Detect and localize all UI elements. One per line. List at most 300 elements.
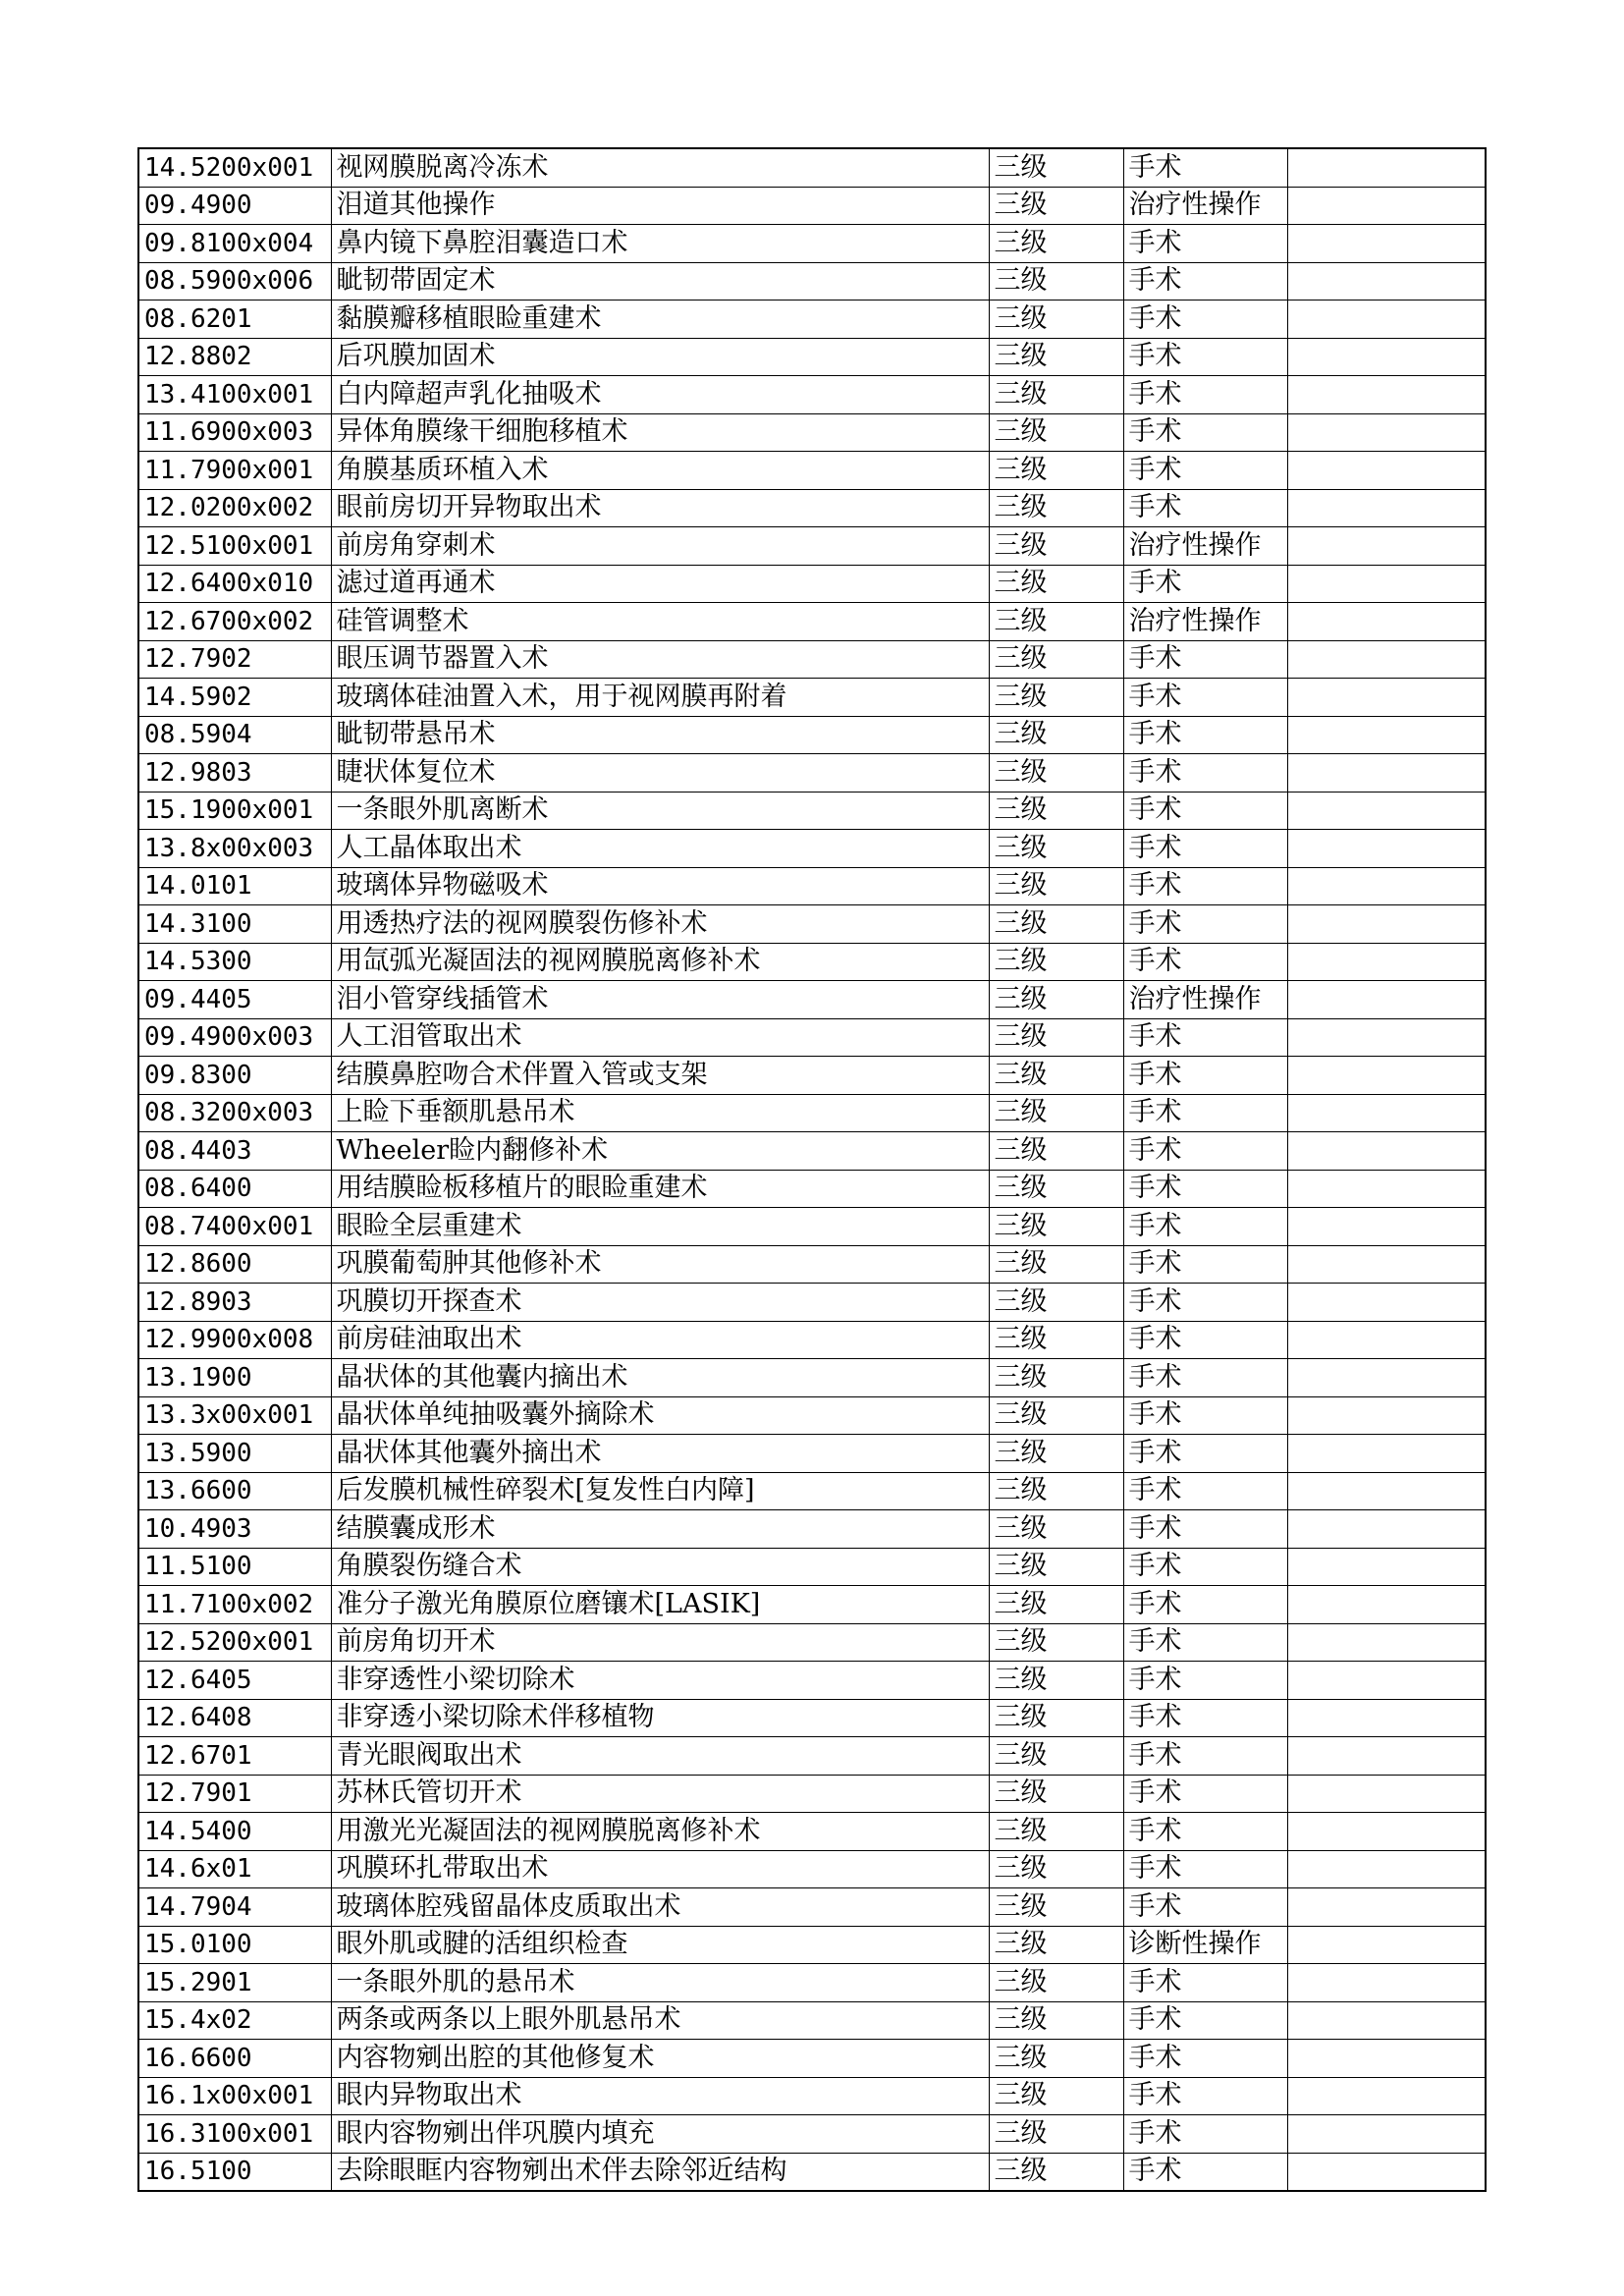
table-row <box>138 716 1486 754</box>
cell-empty <box>1287 1321 1486 1359</box>
cell-level: 三级 <box>989 413 1123 452</box>
cell-level: 三级 <box>989 1699 1123 1737</box>
cell-procedure-name: 白内障超声乳化抽吸术 <box>331 376 989 414</box>
cell-code: 12.8600 <box>138 1245 331 1284</box>
cell-empty <box>1287 1472 1486 1510</box>
cell-code: 12.7902 <box>138 640 331 679</box>
cell-empty <box>1287 148 1486 187</box>
cell-procedure-name: 前房角切开术 <box>331 1623 989 1662</box>
cell-empty <box>1287 867 1486 905</box>
cell-category: 手术 <box>1123 1623 1287 1662</box>
cell-level: 三级 <box>989 1775 1123 1813</box>
table-row <box>138 2040 1486 2078</box>
cell-empty <box>1287 943 1486 981</box>
cell-category: 手术 <box>1123 1245 1287 1284</box>
cell-procedure-name: 结膜囊成形术 <box>331 1510 989 1549</box>
cell-category: 手术 <box>1123 452 1287 490</box>
cell-empty <box>1287 452 1486 490</box>
cell-level: 三级 <box>989 867 1123 905</box>
cell-empty <box>1287 1435 1486 1473</box>
cell-code: 16.3100x001 <box>138 2115 331 2154</box>
cell-empty <box>1287 830 1486 868</box>
cell-code: 13.3x00x001 <box>138 1396 331 1435</box>
cell-empty <box>1287 1926 1486 1964</box>
cell-level: 三级 <box>989 1284 1123 1322</box>
table-row <box>138 1623 1486 1662</box>
cell-code: 14.5300 <box>138 943 331 981</box>
cell-code: 09.4900 <box>138 187 331 225</box>
cell-procedure-name: 玻璃体硅油置入术，用于视网膜再附着 <box>331 679 989 717</box>
cell-code: 08.7400x001 <box>138 1208 331 1246</box>
cell-empty <box>1287 301 1486 339</box>
table-row <box>138 1321 1486 1359</box>
table-row <box>138 148 1486 187</box>
cell-code: 13.1900 <box>138 1359 331 1397</box>
cell-code: 12.6700x002 <box>138 603 331 641</box>
cell-procedure-name: 角膜裂伤缝合术 <box>331 1548 989 1586</box>
cell-category: 手术 <box>1123 338 1287 376</box>
cell-code: 12.5100x001 <box>138 527 331 566</box>
cell-code: 12.6408 <box>138 1699 331 1737</box>
table-row <box>138 1435 1486 1473</box>
table-row <box>138 376 1486 414</box>
cell-empty <box>1287 1662 1486 1700</box>
cell-empty <box>1287 1699 1486 1737</box>
cell-code: 12.8903 <box>138 1284 331 1322</box>
cell-code: 12.6701 <box>138 1737 331 1776</box>
cell-level: 三级 <box>989 1132 1123 1171</box>
cell-category: 手术 <box>1123 1396 1287 1435</box>
cell-procedure-name: 一条眼外肌离断术 <box>331 792 989 830</box>
cell-empty <box>1287 2077 1486 2115</box>
cell-empty <box>1287 187 1486 225</box>
cell-code: 12.0200x002 <box>138 489 331 527</box>
cell-procedure-name: 两条或两条以上眼外肌悬吊术 <box>331 2001 989 2040</box>
cell-empty <box>1287 413 1486 452</box>
cell-category: 手术 <box>1123 640 1287 679</box>
cell-category: 手术 <box>1123 413 1287 452</box>
cell-empty <box>1287 981 1486 1019</box>
cell-level: 三级 <box>989 1926 1123 1964</box>
table-row <box>138 1208 1486 1246</box>
cell-category: 手术 <box>1123 1850 1287 1888</box>
cell-category: 手术 <box>1123 1548 1287 1586</box>
table-row <box>138 2001 1486 2040</box>
cell-category: 手术 <box>1123 1208 1287 1246</box>
cell-procedure-name: 眼内容物剜出伴巩膜内填充 <box>331 2115 989 2154</box>
cell-level: 三级 <box>989 603 1123 641</box>
cell-level: 三级 <box>989 905 1123 944</box>
cell-code: 12.6405 <box>138 1662 331 1700</box>
cell-empty <box>1287 679 1486 717</box>
cell-code: 12.9803 <box>138 754 331 793</box>
cell-procedure-name: 一条眼外肌的悬吊术 <box>331 1964 989 2002</box>
cell-procedure-name: 结膜鼻腔吻合术伴置入管或支架 <box>331 1057 989 1095</box>
cell-procedure-name: 用透热疗法的视网膜裂伤修补术 <box>331 905 989 944</box>
cell-category: 手术 <box>1123 754 1287 793</box>
cell-category: 手术 <box>1123 1737 1287 1776</box>
table-row <box>138 225 1486 263</box>
cell-procedure-name: 眼外肌或腱的活组织检查 <box>331 1926 989 1964</box>
cell-empty <box>1287 2115 1486 2154</box>
cell-category: 手术 <box>1123 1018 1287 1057</box>
cell-category: 手术 <box>1123 830 1287 868</box>
cell-category: 手术 <box>1123 1510 1287 1549</box>
cell-code: 08.4403 <box>138 1132 331 1171</box>
cell-category: 手术 <box>1123 1057 1287 1095</box>
cell-empty <box>1287 716 1486 754</box>
cell-code: 13.8x00x003 <box>138 830 331 868</box>
cell-level: 三级 <box>989 943 1123 981</box>
table-row <box>138 338 1486 376</box>
cell-empty <box>1287 527 1486 566</box>
cell-code: 11.7900x001 <box>138 452 331 490</box>
cell-empty <box>1287 792 1486 830</box>
cell-category: 治疗性操作 <box>1123 981 1287 1019</box>
table-row <box>138 2115 1486 2154</box>
cell-empty <box>1287 565 1486 603</box>
cell-empty <box>1287 1888 1486 1927</box>
cell-category: 手术 <box>1123 1586 1287 1624</box>
cell-code: 15.4x02 <box>138 2001 331 2040</box>
cell-empty <box>1287 2040 1486 2078</box>
cell-code: 15.0100 <box>138 1926 331 1964</box>
table-row <box>138 452 1486 490</box>
cell-category: 手术 <box>1123 1888 1287 1927</box>
cell-level: 三级 <box>989 2153 1123 2191</box>
cell-category: 手术 <box>1123 1284 1287 1322</box>
cell-code: 14.5400 <box>138 1813 331 1851</box>
table-row <box>138 1018 1486 1057</box>
cell-empty <box>1287 376 1486 414</box>
cell-code: 13.5900 <box>138 1435 331 1473</box>
cell-procedure-name: 角膜基质环植入术 <box>331 452 989 490</box>
cell-category: 手术 <box>1123 943 1287 981</box>
cell-procedure-name: 睫状体复位术 <box>331 754 989 793</box>
cell-category: 手术 <box>1123 1699 1287 1737</box>
cell-empty <box>1287 1170 1486 1208</box>
table-row <box>138 187 1486 225</box>
cell-procedure-name: 玻璃体腔残留晶体皮质取出术 <box>331 1888 989 1927</box>
cell-code: 08.5904 <box>138 716 331 754</box>
cell-empty <box>1287 338 1486 376</box>
cell-empty <box>1287 1548 1486 1586</box>
cell-level: 三级 <box>989 489 1123 527</box>
cell-empty <box>1287 489 1486 527</box>
cell-category: 手术 <box>1123 565 1287 603</box>
cell-procedure-name: 人工晶体取出术 <box>331 830 989 868</box>
cell-code: 14.6x01 <box>138 1850 331 1888</box>
cell-category: 手术 <box>1123 2001 1287 2040</box>
cell-code: 13.4100x001 <box>138 376 331 414</box>
cell-level: 三级 <box>989 1850 1123 1888</box>
cell-procedure-name: 前房硅油取出术 <box>331 1321 989 1359</box>
table-row <box>138 905 1486 944</box>
cell-category: 手术 <box>1123 1132 1287 1171</box>
cell-procedure-name: 黏膜瓣移植眼睑重建术 <box>331 301 989 339</box>
cell-level: 三级 <box>989 565 1123 603</box>
cell-category: 手术 <box>1123 1775 1287 1813</box>
cell-level: 三级 <box>989 1208 1123 1246</box>
cell-level: 三级 <box>989 1245 1123 1284</box>
cell-code: 13.6600 <box>138 1472 331 1510</box>
cell-code: 14.5200x001 <box>138 148 331 187</box>
table-row <box>138 830 1486 868</box>
cell-procedure-name: 晶状体单纯抽吸囊外摘除术 <box>331 1396 989 1435</box>
table-row <box>138 1245 1486 1284</box>
cell-procedure-name: 用激光光凝固法的视网膜脱离修补术 <box>331 1813 989 1851</box>
table-row <box>138 1548 1486 1586</box>
cell-code: 15.1900x001 <box>138 792 331 830</box>
cell-procedure-name: 去除眼眶内容物剜出术伴去除邻近结构 <box>331 2153 989 2191</box>
cell-level: 三级 <box>989 792 1123 830</box>
cell-level: 三级 <box>989 2001 1123 2040</box>
cell-level: 三级 <box>989 1623 1123 1662</box>
cell-procedure-name: 眦韧带悬吊术 <box>331 716 989 754</box>
cell-procedure-name: 用氙弧光凝固法的视网膜脱离修补术 <box>331 943 989 981</box>
cell-category: 手术 <box>1123 1094 1287 1132</box>
table-row <box>138 2077 1486 2115</box>
cell-category: 手术 <box>1123 867 1287 905</box>
table-row <box>138 413 1486 452</box>
cell-category: 手术 <box>1123 1813 1287 1851</box>
cell-level: 三级 <box>989 716 1123 754</box>
cell-category: 手术 <box>1123 1435 1287 1473</box>
cell-category: 手术 <box>1123 489 1287 527</box>
cell-procedure-name: 硅管调整术 <box>331 603 989 641</box>
cell-code: 12.7901 <box>138 1775 331 1813</box>
cell-category: 手术 <box>1123 2115 1287 2154</box>
cell-level: 三级 <box>989 1321 1123 1359</box>
cell-level: 三级 <box>989 1094 1123 1132</box>
cell-level: 三级 <box>989 2115 1123 2154</box>
table-row <box>138 1964 1486 2002</box>
cell-level: 三级 <box>989 301 1123 339</box>
cell-procedure-name: 眼前房切开异物取出术 <box>331 489 989 527</box>
cell-level: 三级 <box>989 1813 1123 1851</box>
cell-category: 手术 <box>1123 792 1287 830</box>
cell-category: 治疗性操作 <box>1123 187 1287 225</box>
cell-level: 三级 <box>989 1057 1123 1095</box>
cell-category: 手术 <box>1123 679 1287 717</box>
cell-procedure-name: 内容物剜出腔的其他修复术 <box>331 2040 989 2078</box>
table-row <box>138 1775 1486 1813</box>
cell-level: 三级 <box>989 452 1123 490</box>
table-row <box>138 867 1486 905</box>
table-row <box>138 527 1486 566</box>
cell-procedure-name: 后发膜机械性碎裂术[复发性白内障] <box>331 1472 989 1510</box>
cell-code: 08.5900x006 <box>138 262 331 301</box>
table-row <box>138 1850 1486 1888</box>
cell-empty <box>1287 2001 1486 2040</box>
cell-category: 手术 <box>1123 1662 1287 1700</box>
cell-code: 09.8300 <box>138 1057 331 1095</box>
table-row <box>138 301 1486 339</box>
cell-category: 手术 <box>1123 376 1287 414</box>
cell-category: 治疗性操作 <box>1123 527 1287 566</box>
table-row <box>138 1057 1486 1095</box>
cell-empty <box>1287 1094 1486 1132</box>
cell-empty <box>1287 1018 1486 1057</box>
cell-category: 手术 <box>1123 1964 1287 2002</box>
cell-level: 三级 <box>989 679 1123 717</box>
cell-empty <box>1287 1396 1486 1435</box>
table-row <box>138 1170 1486 1208</box>
cell-level: 三级 <box>989 1396 1123 1435</box>
cell-empty <box>1287 603 1486 641</box>
cell-procedure-name: 用结膜睑板移植片的眼睑重建术 <box>331 1170 989 1208</box>
cell-code: 11.7100x002 <box>138 1586 331 1624</box>
cell-procedure-name: 准分子激光角膜原位磨镶术[LASIK] <box>331 1586 989 1624</box>
table-row <box>138 1699 1486 1737</box>
table-row <box>138 489 1486 527</box>
cell-code: 08.3200x003 <box>138 1094 331 1132</box>
cell-code: 14.0101 <box>138 867 331 905</box>
cell-category: 手术 <box>1123 716 1287 754</box>
table-row <box>138 1510 1486 1549</box>
cell-level: 三级 <box>989 376 1123 414</box>
cell-level: 三级 <box>989 1018 1123 1057</box>
cell-procedure-name: 晶状体其他囊外摘出术 <box>331 1435 989 1473</box>
cell-procedure-name: 苏林氏管切开术 <box>331 1775 989 1813</box>
table-row <box>138 1132 1486 1171</box>
cell-level: 三级 <box>989 981 1123 1019</box>
cell-procedure-name: 玻璃体异物磁吸术 <box>331 867 989 905</box>
cell-empty <box>1287 262 1486 301</box>
cell-level: 三级 <box>989 1662 1123 1700</box>
cell-category: 手术 <box>1123 1359 1287 1397</box>
procedure-table-body <box>138 148 1486 2191</box>
table-row <box>138 262 1486 301</box>
table-row <box>138 1472 1486 1510</box>
cell-empty <box>1287 225 1486 263</box>
table-row <box>138 565 1486 603</box>
cell-procedure-name: 人工泪管取出术 <box>331 1018 989 1057</box>
cell-procedure-name: 视网膜脱离冷冻术 <box>331 148 989 187</box>
cell-category: 手术 <box>1123 225 1287 263</box>
cell-level: 三级 <box>989 2040 1123 2078</box>
cell-empty <box>1287 2153 1486 2191</box>
table-row <box>138 981 1486 1019</box>
cell-code: 14.7904 <box>138 1888 331 1927</box>
cell-code: 16.1x00x001 <box>138 2077 331 2115</box>
cell-category: 手术 <box>1123 2077 1287 2115</box>
cell-code: 08.6201 <box>138 301 331 339</box>
cell-empty <box>1287 1208 1486 1246</box>
cell-empty <box>1287 1623 1486 1662</box>
cell-procedure-name: 非穿透性小梁切除术 <box>331 1662 989 1700</box>
cell-procedure-name: 鼻内镜下鼻腔泪囊造口术 <box>331 225 989 263</box>
cell-empty <box>1287 1510 1486 1549</box>
cell-code: 12.8802 <box>138 338 331 376</box>
cell-procedure-name: 巩膜切开探查术 <box>331 1284 989 1322</box>
cell-level: 三级 <box>989 338 1123 376</box>
cell-code: 09.8100x004 <box>138 225 331 263</box>
cell-code: 15.2901 <box>138 1964 331 2002</box>
table-row <box>138 1586 1486 1624</box>
cell-category: 手术 <box>1123 262 1287 301</box>
cell-empty <box>1287 1586 1486 1624</box>
table-row <box>138 1926 1486 1964</box>
cell-level: 三级 <box>989 830 1123 868</box>
cell-procedure-name: 青光眼阀取出术 <box>331 1737 989 1776</box>
cell-category: 手术 <box>1123 905 1287 944</box>
table-row <box>138 1396 1486 1435</box>
cell-category: 手术 <box>1123 1170 1287 1208</box>
cell-code: 10.4903 <box>138 1510 331 1549</box>
cell-level: 三级 <box>989 1964 1123 2002</box>
cell-empty <box>1287 1245 1486 1284</box>
cell-code: 09.4405 <box>138 981 331 1019</box>
cell-empty <box>1287 1132 1486 1171</box>
cell-empty <box>1287 1359 1486 1397</box>
table-row <box>138 1813 1486 1851</box>
table-row <box>138 640 1486 679</box>
table-row <box>138 1737 1486 1776</box>
cell-code: 16.6600 <box>138 2040 331 2078</box>
cell-procedure-name: 泪道其他操作 <box>331 187 989 225</box>
table-row <box>138 1284 1486 1322</box>
cell-level: 三级 <box>989 1472 1123 1510</box>
cell-empty <box>1287 1775 1486 1813</box>
cell-level: 三级 <box>989 1170 1123 1208</box>
table-row <box>138 1359 1486 1397</box>
cell-level: 三级 <box>989 262 1123 301</box>
cell-empty <box>1287 640 1486 679</box>
table-row <box>138 603 1486 641</box>
cell-level: 三级 <box>989 754 1123 793</box>
table-row <box>138 754 1486 793</box>
table-row <box>138 2153 1486 2191</box>
cell-procedure-name: 后巩膜加固术 <box>331 338 989 376</box>
cell-level: 三级 <box>989 640 1123 679</box>
cell-procedure-name: 滤过道再通术 <box>331 565 989 603</box>
cell-code: 12.6400x010 <box>138 565 331 603</box>
cell-procedure-name: 巩膜葡萄肿其他修补术 <box>331 1245 989 1284</box>
cell-level: 三级 <box>989 1586 1123 1624</box>
cell-procedure-name: 前房角穿刺术 <box>331 527 989 566</box>
cell-procedure-name: 眼睑全层重建术 <box>331 1208 989 1246</box>
cell-empty <box>1287 1850 1486 1888</box>
table-row <box>138 679 1486 717</box>
cell-procedure-name: 眼压调节器置入术 <box>331 640 989 679</box>
cell-procedure-name: 非穿透小梁切除术伴移植物 <box>331 1699 989 1737</box>
cell-level: 三级 <box>989 148 1123 187</box>
table-row <box>138 1888 1486 1927</box>
cell-code: 12.9900x008 <box>138 1321 331 1359</box>
cell-category: 手术 <box>1123 1321 1287 1359</box>
cell-code: 12.5200x001 <box>138 1623 331 1662</box>
cell-level: 三级 <box>989 1435 1123 1473</box>
cell-code: 11.6900x003 <box>138 413 331 452</box>
cell-procedure-name: 泪小管穿线插管术 <box>331 981 989 1019</box>
cell-empty <box>1287 1057 1486 1095</box>
cell-category: 手术 <box>1123 1472 1287 1510</box>
cell-code: 08.6400 <box>138 1170 331 1208</box>
cell-procedure-name: 上睑下垂额肌悬吊术 <box>331 1094 989 1132</box>
cell-code: 11.5100 <box>138 1548 331 1586</box>
table-row <box>138 1662 1486 1700</box>
cell-code: 16.5100 <box>138 2153 331 2191</box>
cell-category: 治疗性操作 <box>1123 603 1287 641</box>
cell-level: 三级 <box>989 225 1123 263</box>
cell-level: 三级 <box>989 1548 1123 1586</box>
cell-category: 手术 <box>1123 2040 1287 2078</box>
cell-procedure-name: 晶状体的其他囊内摘出术 <box>331 1359 989 1397</box>
cell-code: 14.5902 <box>138 679 331 717</box>
cell-empty <box>1287 905 1486 944</box>
cell-level: 三级 <box>989 1510 1123 1549</box>
